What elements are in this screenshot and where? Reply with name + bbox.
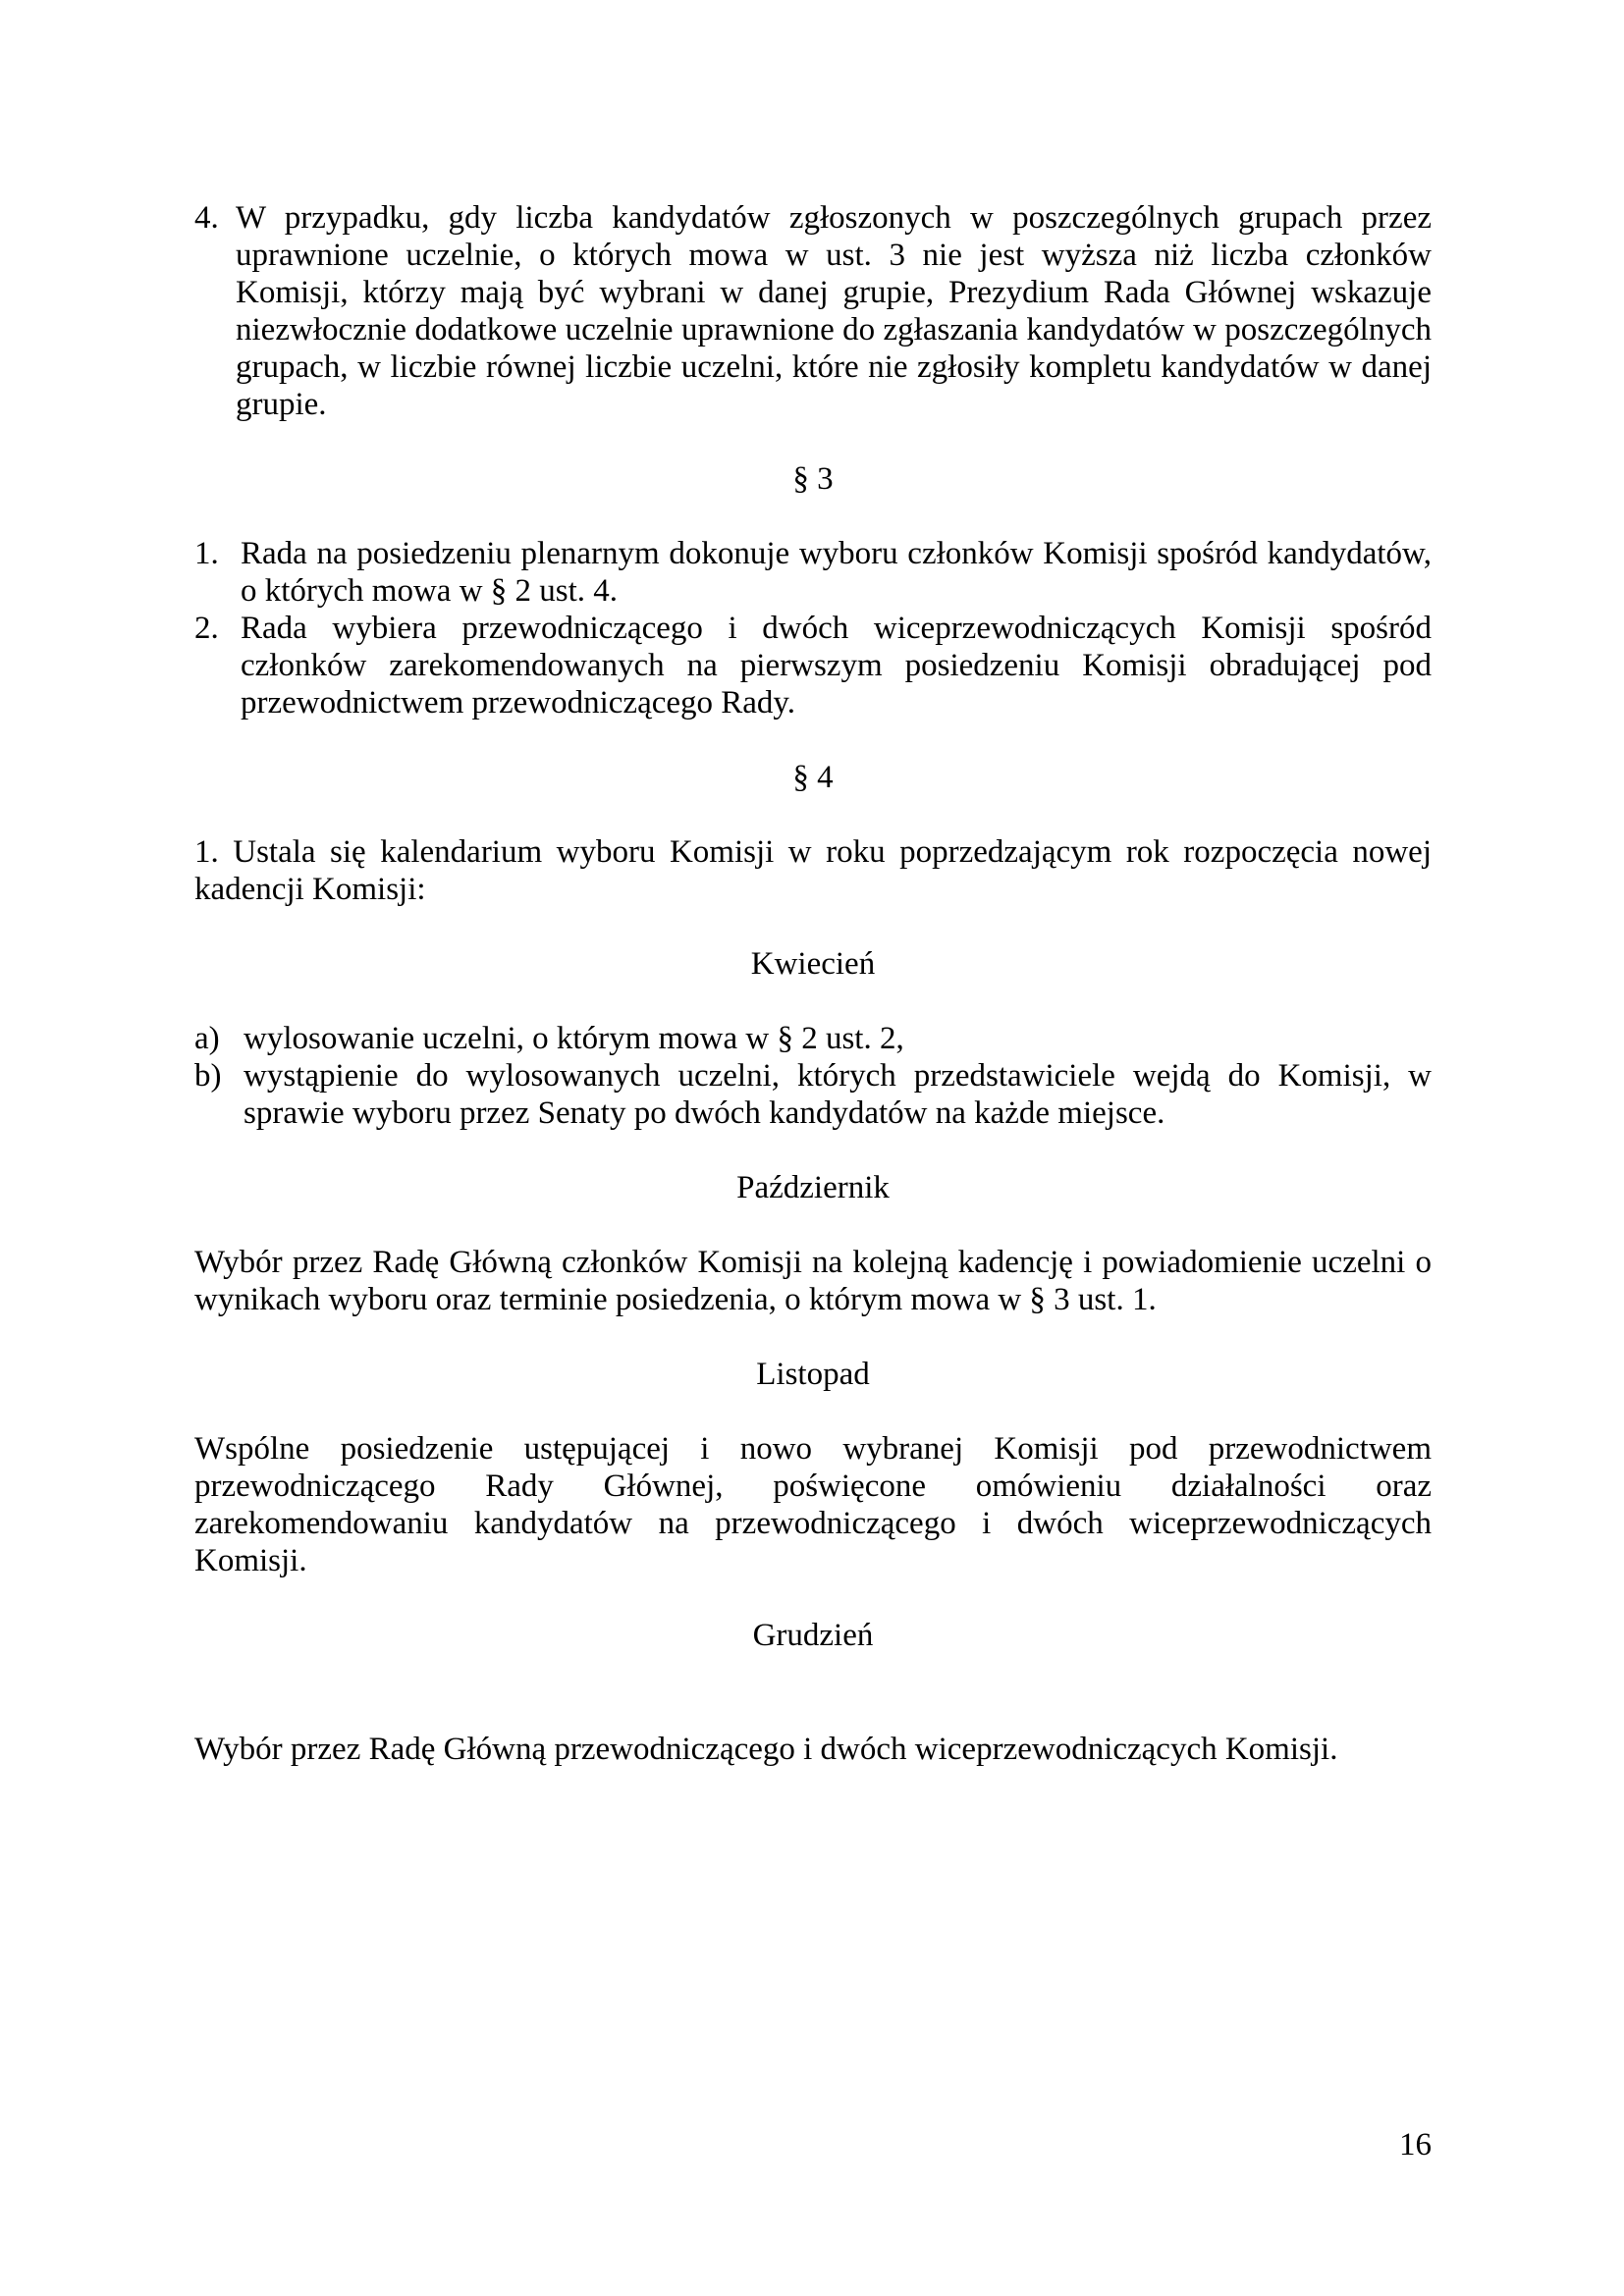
item-4-marker: 4. <box>194 200 219 236</box>
november-paragraph: Wspólne posiedzenie ustępującej i nowo wybranej Komisji pod przewodnictwem przewodniczącego Rady Głównej, poświęcone omówieniu działalności oraz zarekomendowaniu kandydatów na przewodniczącego i dwóch wiceprzewodniczących Komisji. <box>194 1431 1432 1578</box>
month-heading-december: Grudzień <box>752 1618 874 1653</box>
month-heading-april: Kwiecień <box>750 946 876 982</box>
october-paragraph: Wybór przez Radę Główną członków Komisji na kolejną kadencję i powiadomienie uczelni o wynikach wyboru oraz terminie posiedzenia, o którym mowa w § 3 ust. 1. <box>194 1245 1432 1317</box>
month-heading-november: Listopad <box>756 1357 870 1392</box>
month-heading-october: Październik <box>736 1170 890 1205</box>
april-item-b-marker: b) <box>194 1058 222 1094</box>
page-number: 16 <box>1399 2127 1432 2163</box>
december-paragraph: Wybór przez Radę Główną przewodniczącego i dwóch wiceprzewodniczących Komisji. <box>194 1732 1338 1767</box>
section-3-item-1 <box>194 535 1432 610</box>
april-item-a <box>194 1020 1432 1057</box>
section-3-item-1-text: Rada na posiedzeniu plenarnym dokonuje wyboru członków Komisji spośród kandydatów, o których mowa w § 2 ust. 4. <box>241 536 1432 609</box>
section-3-item-2-text: Rada wybiera przewodniczącego i dwóch wiceprzewodniczących Komisji spośród członków zarekomendowanych na pierwszym posiedzeniu Komisji obradującej pod przewodnictwem przewodniczącego Rady. <box>241 611 1432 721</box>
april-item-a-text: wylosowanie uczelni, o którym mowa w § 2 ust. 2, <box>244 1021 904 1056</box>
section-3-list <box>194 535 1432 721</box>
april-list <box>194 1020 1432 1132</box>
section-3-item-2-marker: 2. <box>194 611 219 646</box>
section-4-heading: § 4 <box>792 760 834 795</box>
april-item-b-text: wystąpienie do wylosowanych uczelni, których przedstawiciele wejdą do Komisji, w sprawie wyboru przez Senaty po dwóch kandydatów na każde miejsce. <box>244 1058 1432 1131</box>
section-3-heading: § 3 <box>792 461 834 497</box>
section-3-item-1-marker: 1. <box>194 536 219 571</box>
item-4-text: W przypadku, gdy liczba kandydatów zgłoszonych w poszczególnych grupach przez uprawnione uczelnie, o których mowa w ust. 3 nie jest wyższa niż liczba członków Komisji, którzy mają być wybrani w danej grupie, Prezydium Rada Głównej wskazuje niezwłocznie dodatkowe uczelnie uprawnione do zgłaszania kandydatów w poszczególnych grupach, w liczbie równej liczbie uczelni, które nie zgłosiły kompletu kandydatów w danej grupie. <box>236 200 1432 422</box>
april-item-b <box>194 1057 1432 1132</box>
section-3-item-2 <box>194 610 1432 721</box>
numbered-item-4 <box>194 199 1432 423</box>
text-block <box>194 199 1432 1805</box>
section-4-intro: 1. Ustala się kalendarium wyboru Komisji w roku poprzedzającym rok rozpoczęcia nowej kadencji Komisji: <box>194 834 1432 907</box>
april-item-a-marker: a) <box>194 1021 220 1056</box>
